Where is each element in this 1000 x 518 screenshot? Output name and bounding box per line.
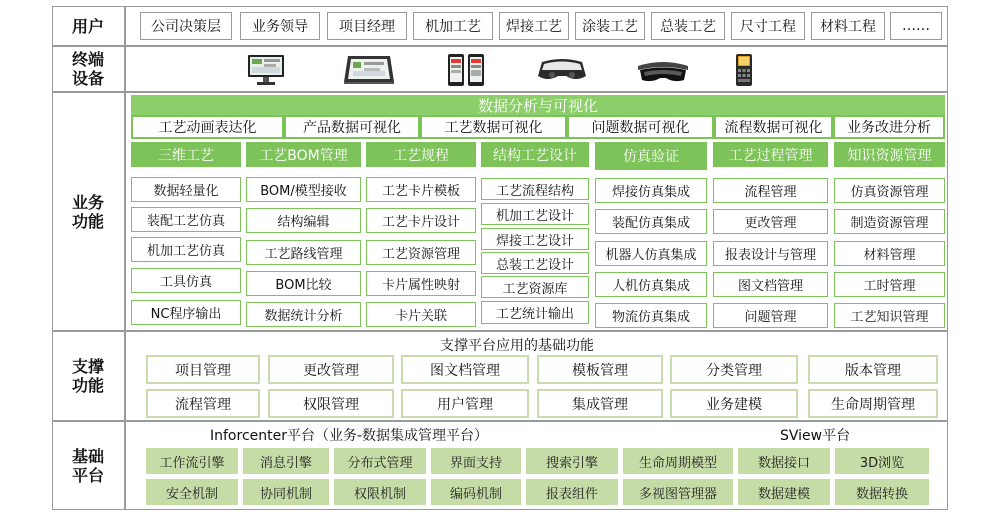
layer-label-base: 基础 平台 (71, 446, 104, 485)
module-item: 装配仿真集成 (595, 209, 707, 234)
module-item: BOM比较 (246, 271, 361, 296)
module-item: 卡片关联 (366, 302, 476, 327)
module-item: 工艺资源库 (481, 276, 589, 298)
module-item: 机加工艺设计 (481, 203, 589, 225)
module-item: 工艺知识管理 (834, 303, 945, 328)
data-analysis-bar: 数据分析与可视化 (131, 95, 945, 115)
module-item: 报表设计与管理 (713, 241, 828, 266)
base-box: 权限机制 (334, 479, 426, 505)
layer-label-business: 业务 功能 (71, 192, 104, 231)
module-item: 焊接工艺设计 (481, 228, 589, 250)
smartphone-icon (446, 52, 486, 88)
module-item: 更改管理 (713, 209, 828, 234)
base-box: 数据建模 (738, 479, 830, 505)
module-title: 仿真验证 (595, 142, 707, 170)
module-title: 三维工艺 (131, 142, 241, 167)
module-item: 总装工艺设计 (481, 252, 589, 274)
module-item: 材料管理 (834, 241, 945, 266)
module-item: BOM/模型接收 (246, 177, 361, 202)
user-box: 项目经理 (327, 12, 407, 40)
viz-box: 工艺动画表达化 (131, 115, 284, 139)
module-item: 工艺统计输出 (481, 301, 589, 324)
viz-box: 问题数据可视化 (567, 115, 714, 139)
support-box: 集成管理 (537, 389, 663, 418)
module-item: 装配工艺仿真 (131, 207, 241, 232)
base-box: 搜索引擎 (526, 448, 618, 474)
support-box: 权限管理 (268, 389, 394, 418)
base-box: 3D浏览 (835, 448, 929, 474)
base-box: 编码机制 (431, 479, 521, 505)
layer-label-terminal: 终端 设备 (71, 50, 104, 88)
module-item: 工艺路线管理 (246, 240, 361, 265)
vr-headset-icon (536, 56, 588, 84)
module-title: 工艺过程管理 (713, 142, 828, 167)
support-box: 模板管理 (537, 355, 663, 384)
user-box: …… (890, 12, 942, 40)
user-box: 材料工程 (811, 12, 885, 40)
support-box: 生命周期管理 (808, 389, 938, 418)
base-box: 分布式管理 (334, 448, 426, 474)
module-item: 制造资源管理 (834, 209, 945, 234)
module-item: 工艺资源管理 (366, 240, 476, 265)
support-box: 项目管理 (146, 355, 260, 384)
viz-box: 业务改进分析 (833, 115, 945, 139)
user-box: 公司决策层 (140, 12, 232, 40)
sview-title: SView平台 (780, 428, 851, 444)
user-box: 机加工艺 (413, 12, 493, 40)
module-item: 结构编辑 (246, 208, 361, 233)
user-box: 尺寸工程 (731, 12, 805, 40)
base-box: 多视图管理器 (623, 479, 733, 505)
user-box: 总装工艺 (651, 12, 725, 40)
module-title: 工艺BOM管理 (246, 142, 361, 167)
module-item: 物流仿真集成 (595, 303, 707, 328)
module-item: 问题管理 (713, 303, 828, 328)
base-box: 数据转换 (835, 479, 929, 505)
module-item: 人机仿真集成 (595, 272, 707, 297)
base-box: 生命周期模型 (623, 448, 733, 474)
base-box: 数据接口 (738, 448, 830, 474)
layer-label-support: 支撑 功能 (71, 357, 104, 395)
module-item: 焊接仿真集成 (595, 178, 707, 203)
viz-box: 产品数据可视化 (284, 115, 420, 139)
inforcenter-title: Inforcenter平台（业务-数据集成管理平台） (210, 428, 489, 444)
module-item: 工艺卡片模板 (366, 177, 476, 202)
module-title: 结构工艺设计 (481, 142, 589, 167)
handheld-scanner-icon (733, 52, 755, 88)
module-item: 机加工艺仿真 (131, 237, 241, 262)
base-box: 工作流引擎 (146, 448, 238, 474)
base-box: 报表组件 (526, 479, 618, 505)
desktop-pc-icon (246, 53, 286, 87)
support-box: 分类管理 (670, 355, 798, 384)
support-box: 图文档管理 (401, 355, 529, 384)
support-box: 更改管理 (268, 355, 394, 384)
support-box: 版本管理 (808, 355, 938, 384)
support-title: 支撑平台应用的基础功能 (440, 338, 594, 354)
module-title: 知识资源管理 (834, 142, 945, 167)
module-item: 机器人仿真集成 (595, 241, 707, 266)
module-item: 工时管理 (834, 272, 945, 297)
tablet-icon (340, 54, 396, 86)
user-box: 涂装工艺 (575, 12, 645, 40)
label-separator (124, 6, 126, 510)
viz-box: 流程数据可视化 (714, 115, 833, 139)
support-box: 用户管理 (401, 389, 529, 418)
module-item: 数据轻量化 (131, 177, 241, 202)
module-item: 工艺流程结构 (481, 178, 589, 200)
module-item: 仿真资源管理 (834, 178, 945, 203)
base-box: 界面支持 (431, 448, 521, 474)
module-title: 工艺规程 (366, 142, 476, 167)
module-item: 卡片属性映射 (366, 271, 476, 296)
support-box: 流程管理 (146, 389, 260, 418)
layer-label-user: 用户 (71, 16, 104, 36)
user-box: 焊接工艺 (499, 12, 569, 40)
module-item: NC程序输出 (131, 300, 241, 325)
support-box: 业务建模 (670, 389, 798, 418)
module-item: 图文档管理 (713, 272, 828, 297)
module-item: 流程管理 (713, 178, 828, 203)
module-item: 工艺卡片设计 (366, 208, 476, 233)
base-box: 安全机制 (146, 479, 238, 505)
base-box: 协同机制 (243, 479, 329, 505)
viz-box: 工艺数据可视化 (420, 115, 567, 139)
base-box: 消息引擎 (243, 448, 329, 474)
module-item: 工具仿真 (131, 268, 241, 293)
terminal-layer (52, 46, 948, 92)
ar-glasses-icon (634, 56, 692, 84)
user-box: 业务领导 (240, 12, 320, 40)
module-item: 数据统计分析 (246, 302, 361, 327)
